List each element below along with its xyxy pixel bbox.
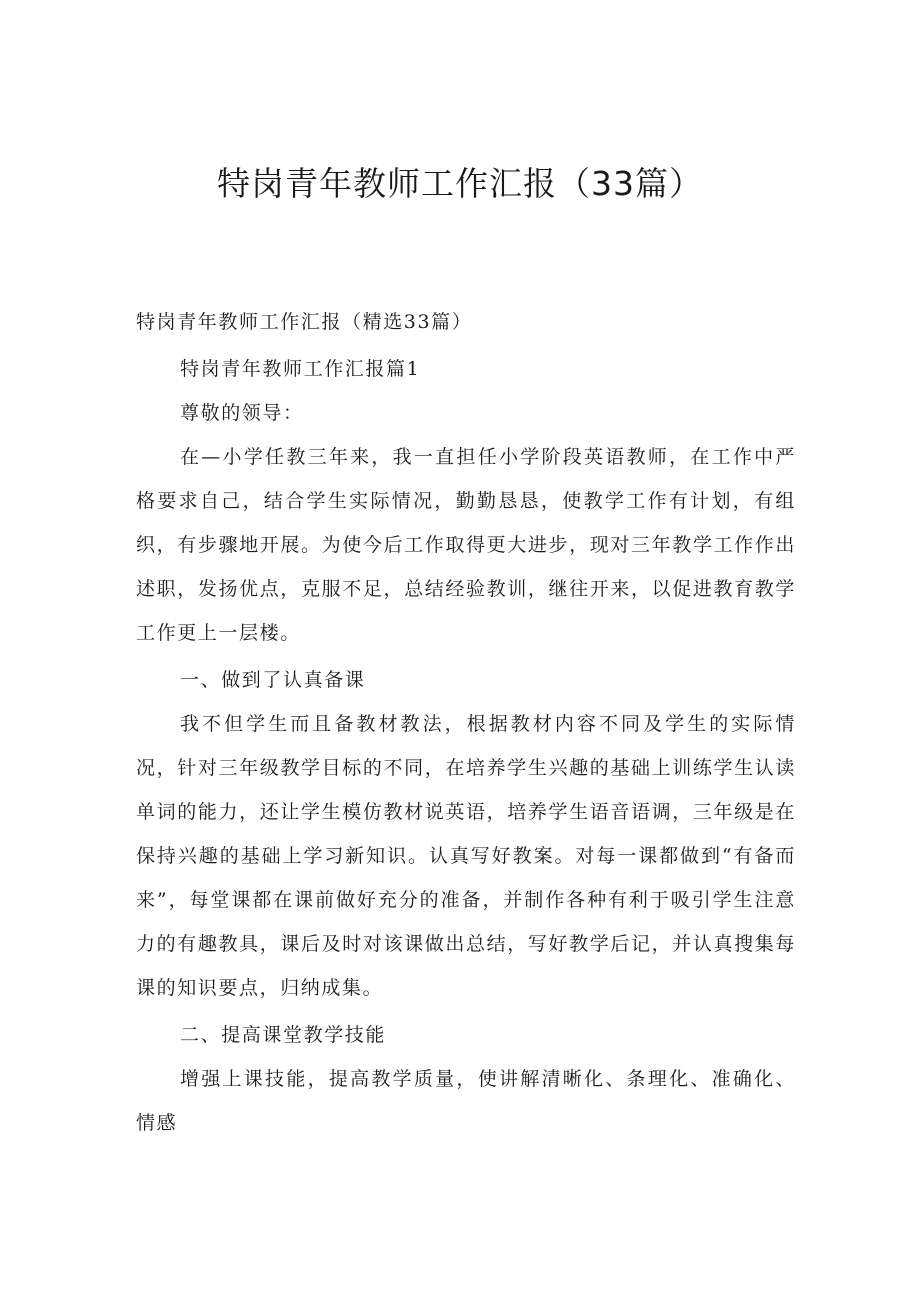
paragraph-classroom-skills: 增强上课技能，提高教学质量，使讲解清晰化、条理化、准确化、情感 bbox=[136, 1068, 796, 1134]
heading-preparation: 一、做到了认真备课 bbox=[180, 669, 366, 691]
heading-classroom-skills: 二、提高课堂教学技能 bbox=[180, 1024, 387, 1046]
paragraph-preparation: 我不但学生而且备教材教法，根据教材内容不同及学生的实际情况，针对三年级教学目标的不同，在培养学生兴趣的基础上训练学生认读单词的能力，还让学生模仿教材说英语，培养学生语音语调，三年级是在保持兴趣的基础上学习新知识。认真写好教案。对每一课都做到“有备而来”，每堂课都在课前做好充分的准备，并制作各种有利于吸引学生注意力的有趣教具，课后及时对该课做出总结，写好教学后记，并认真搜集每课的知识要点，归纳成集。 bbox=[136, 713, 796, 999]
section-title: 特岗青年教师工作汇报篇1 bbox=[180, 358, 421, 380]
document-subtitle: 特岗青年教师工作汇报（精选33篇） bbox=[136, 311, 473, 333]
salutation: 尊敬的领导： bbox=[180, 402, 304, 424]
document-body bbox=[136, 300, 796, 1148]
document-title: 特岗青年教师工作汇报（33篇） bbox=[217, 164, 703, 203]
paragraph-intro: 在—小学任教三年来，我一直担任小学阶段英语教师，在工作中严格要求自己，结合学生实际情况，勤勤恳恳，使教学工作有计划，有组织，有步骤地开展。为使今后工作取得更大进步，现对三年教学工作作出述职，发扬优点，克服不足，总结经验教训，继往开来，以促进教育教学工作更上一层楼。 bbox=[136, 446, 796, 644]
